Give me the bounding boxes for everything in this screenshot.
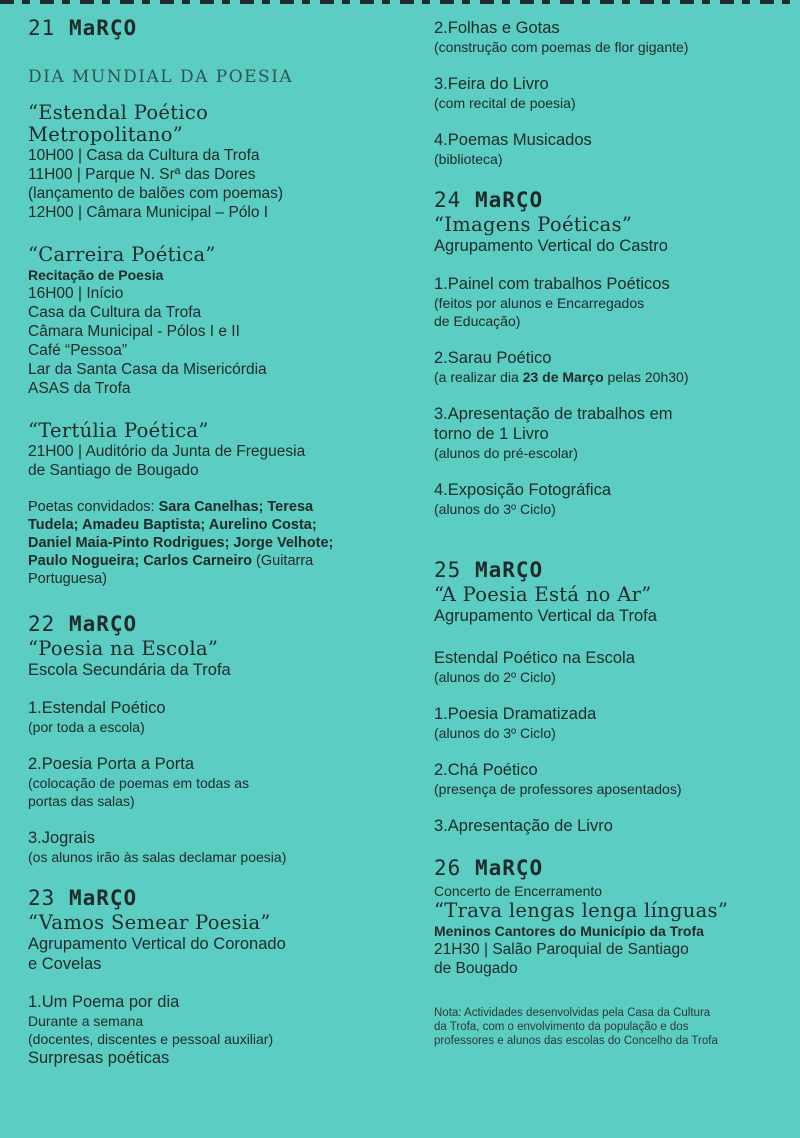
- event-pretitle: Concerto de Encerramento: [434, 883, 603, 899]
- event-line: Café “Pessoa”: [28, 342, 128, 359]
- list-item-detail: (biblioteca): [434, 151, 503, 167]
- event-line: 11H00 | Parque N. Srª das Dores: [28, 166, 256, 183]
- event-title-tertulia: “Tertúlia Poética”: [28, 419, 209, 442]
- list-item: 2.Poesia Porta a Porta: [28, 755, 195, 773]
- event-line: 21H30 | Salão Paroquial de Santiago: [434, 941, 689, 958]
- list-item-detail: (a realizar dia 23 de Março pelas 20h30): [434, 369, 689, 385]
- list-item-detail: (com recital de poesia): [434, 95, 576, 111]
- event-line: 16H00 | Início: [28, 285, 124, 302]
- event-line: Câmara Municipal - Pólos I e II: [28, 323, 240, 340]
- event-subtitle: Agrupamento Vertical da Trofa: [434, 607, 657, 625]
- list-item-detail: de Educação): [434, 313, 521, 329]
- event-line: 12H00 | Câmara Municipal – Pólo I: [28, 204, 269, 221]
- list-item: 2.Chá Poético: [434, 761, 538, 779]
- list-item: 2.Sarau Poético: [434, 349, 552, 367]
- list-item-detail: (docentes, discentes e pessoal auxiliar): [28, 1031, 274, 1047]
- event-subtitle: Agrupamento Vertical do Castro: [434, 237, 668, 255]
- event-subtitle: Agrupamento Vertical do Coronado: [28, 935, 286, 953]
- guest-poets-line: Paulo Nogueira; Carlos Carneiro (Guitarra: [28, 553, 314, 569]
- event-title-estendal-2: Metropolitano”: [28, 123, 184, 146]
- guest-poets-line: Tudela; Amadeu Baptista; Aurelino Costa;: [28, 517, 317, 533]
- list-item-detail: (os alunos irão às salas declamar poesia): [28, 849, 287, 865]
- event-line: Lar da Santa Casa da Misericórdia: [28, 361, 267, 378]
- list-item: 4.Poemas Musicados: [434, 131, 592, 149]
- event-line: ASAS da Trofa: [28, 380, 131, 397]
- event-subtitle: Meninos Cantores do Município da Trofa: [434, 923, 704, 939]
- event-line: de Santiago de Bougado: [28, 462, 199, 479]
- list-item-detail: (colocação de poemas em todas as: [28, 775, 250, 791]
- guest-poets: Poetas convidados: Sara Canelhas; Teresa: [28, 499, 314, 515]
- guest-poets-line: Daniel Maia-Pinto Rodrigues; Jorge Velhote;: [28, 535, 334, 551]
- list-item-detail: (por toda a escola): [28, 719, 145, 735]
- event-title-imagens: “Imagens Poéticas”: [434, 213, 633, 236]
- list-item: 3.Apresentação de Livro: [434, 817, 613, 835]
- list-item: 1.Poesia Dramatizada: [434, 705, 597, 723]
- right-column: [434, 14, 784, 1048]
- date-heading-26: 26 MaRÇO: [434, 856, 544, 880]
- list-item: Surpresas poéticas: [28, 1049, 170, 1067]
- event-line: (lançamento de balões com poemas): [28, 185, 284, 202]
- list-item-detail: Durante a semana: [28, 1013, 144, 1029]
- list-item: Estendal Poético na Escola: [434, 649, 635, 667]
- guest-poets-line: Portuguesa): [28, 571, 107, 587]
- left-column: [28, 14, 400, 1068]
- event-title-concerto: “Trava lengas lenga línguas”: [434, 899, 729, 922]
- event-line: Casa da Cultura da Trofa: [28, 304, 202, 321]
- list-item: 1.Estendal Poético: [28, 699, 166, 717]
- list-item: 3.Jograis: [28, 829, 95, 847]
- event-subtitle: Escola Secundária da Trofa: [28, 661, 231, 679]
- event-subtitle: Recitação de Poesia: [28, 267, 164, 283]
- date-heading-25: 25 MaRÇO: [434, 558, 544, 582]
- footnote: professores e alunos das escolas do Concelho da Trofa: [434, 1035, 718, 1047]
- date-heading-23: 23 MaRÇO: [28, 886, 138, 910]
- list-item: 1.Painel com trabalhos Poéticos: [434, 275, 670, 293]
- list-item-detail: (alunos do 2º Ciclo): [434, 669, 556, 685]
- list-item-detail: (alunos do 3º Ciclo): [434, 501, 556, 517]
- event-line: 21H00 | Auditório da Junta de Freguesia: [28, 443, 306, 460]
- date-heading-24: 24 MaRÇO: [434, 188, 544, 212]
- event-line: de Bougado: [434, 960, 518, 977]
- date-day: 21: [28, 16, 56, 40]
- footnote: da Trofa, com o envolvimento da população e dos: [434, 1021, 689, 1033]
- list-item: torno de 1 Livro: [434, 425, 549, 443]
- list-item-detail: portas das salas): [28, 793, 135, 809]
- list-item-detail: (alunos do pré-escolar): [434, 445, 578, 461]
- top-border: [0, 0, 800, 4]
- footnote: Nota: Actividades desenvolvidas pela Casa da Cultura: [434, 1007, 711, 1019]
- list-item: 2.Folhas e Gotas: [434, 19, 560, 37]
- event-line: 10H00 | Casa da Cultura da Trofa: [28, 147, 260, 164]
- date-heading-21: [28, 14, 400, 42]
- list-item-detail: (construção com poemas de flor gigante): [434, 39, 689, 55]
- event-title-ar: “A Poesia Está no Ar”: [434, 583, 652, 606]
- event-subtitle: e Covelas: [28, 955, 102, 973]
- list-item: 3.Feira do Livro: [434, 75, 549, 93]
- event-title-estendal: “Estendal Poético: [28, 101, 209, 124]
- date-heading-22: 22 MaRÇO: [28, 612, 138, 636]
- dia-mundial-heading: DIA MUNDIAL DA POESIA: [28, 67, 294, 87]
- event-title-escola: “Poesia na Escola”: [28, 637, 219, 660]
- list-item: 4.Exposição Fotográfica: [434, 481, 612, 499]
- list-item: 3.Apresentação de trabalhos em: [434, 405, 673, 423]
- list-item-detail: (alunos do 3º Ciclo): [434, 725, 556, 741]
- list-item-detail: (feitos por alunos e Encarregados: [434, 295, 645, 311]
- list-item: 1.Um Poema por dia: [28, 993, 180, 1011]
- list-item-detail: (presença de professores aposentados): [434, 781, 682, 797]
- event-title-carreira: “Carreira Poética”: [28, 243, 216, 266]
- date-month: MaRÇO: [68, 16, 138, 40]
- event-title-semear: “Vamos Semear Poesia”: [28, 911, 271, 934]
